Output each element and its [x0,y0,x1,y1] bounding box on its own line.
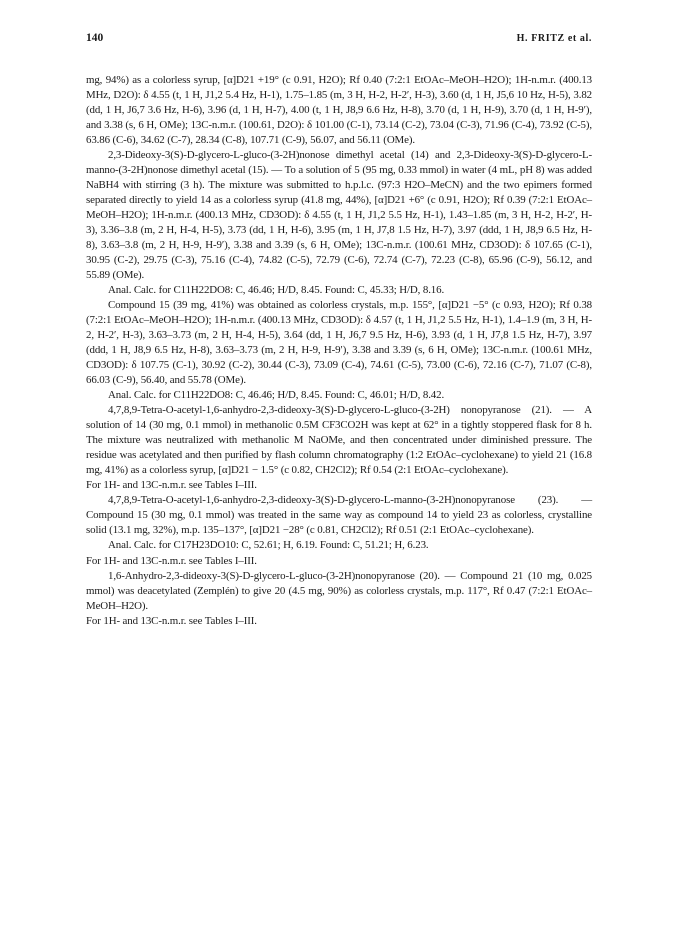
paragraph-anal-14: Anal. Calc. for C11H22DO8: C, 46.46; H/D, 8.45. Found: C, 45.33; H/D, 8.16. [108,284,445,297]
running-header [86,32,592,54]
paragraph-compound-23: 4,7,8,9-Tetra-O-acetyl-1,6-anhydro-2,3-dideoxy-3(S)-D-glycero-L-manno-(3-2H)nonopyranose (23). — Compound 15 (30 mg, 0.1 mmol) was treated in the same way as compound 14 to yield 23 as colorless, crystalline solid (13.1 mg, 32%), m.p. 135–137°, [α]D21 −28° (c 0.81, CH2Cl2); Rf 0.51 (2:1 EtOAc–cyclohexane). [86,494,592,537]
paragraph-nmr-ref-20: For 1H- and 13C-n.m.r. see Tables I–III. [86,614,257,627]
journal-page [86,32,592,629]
paragraph-anal-23: Anal. Calc. for C17H23DO10: C, 52.61; H, 6.19. Found: C, 51.21; H, 6.23. [108,539,429,552]
paragraph-nmr-ref-23: For 1H- and 13C-n.m.r. see Tables I–III. [86,554,257,567]
running-head-authors: H. FRITZ et al. [516,33,592,44]
paragraph-compound-21: 4,7,8,9-Tetra-O-acetyl-1,6-anhydro-2,3-dideoxy-3(S)-D-glycero-L-gluco-(3-2H) nonopyranose (21). — A solution of 14 (30 mg, 0.1 mmol) in methanolic 0.5M CF3CO2H was kept at 62° in a tightly stoppered flask for 8 h. The mixture was neutralized with methanolic M NaOMe, and then concentrated under diminished pressure. The residue was acetylated and then purified by flash column chromatography (1:2 EtOAc–cyclohexane) to yield 21 (16.8 mg, 41%) as a colorless syrup, [α]D21 − 1.5° (c 0.82, CH2Cl2); Rf 0.54 (2:1 EtOAc–cyclohexane). [86,404,592,477]
paragraph-compound-15: Compound 15 (39 mg, 41%) was obtained as colorless crystals, m.p. 155°, [α]D21 −5° (c 0.93, H2O); Rf 0.38 (7:2:1 EtOAc–MeOH–H2O); 1H-n.m.r. (400.13 MHz, CD3OD): δ 4.57 (t, 1 H, J1,2 5.5 Hz, H-1), 1.4–1.9 (m, 3 H, H-2, H-2′, H-3), 3.63–3.73 (m, 2 H, H-4, H-5), 3.64 (dd, 1 H, J6,7 9.5 Hz, H-6), 3.93 (d, 1 H, J7,8 1.5 Hz, H-7), 3.97 (ddd, 1 H, J8,9 6.5 Hz, H-8), 3.63–3.73 (m, 2 H, H-9, H-9′), 3.38 and 3.39 (s, 6 H, OMe); 13C-n.m.r. (100.61 MHz, CD3OD): δ 107.75 (C-1), 30.92 (C-2), 30.44 (C-3), 73.09 (C-4), 74.61 (C-5), 73.00 (C-6), 72.16 (C-7), 71.07 (C-8), 66.03 (C-9), 56.40, and 55.78 (OMe). [86,299,592,387]
page-number: 140 [86,32,104,44]
paragraph-anal-15: Anal. Calc. for C11H22DO8: C, 46.46; H/D, 8.45. Found: C, 46.01; H/D, 8.42. [108,389,445,402]
article-body [86,73,592,629]
paragraph-14-data-continued: mg, 94%) as a colorless syrup, [α]D21 +19° (c 0.91, H2O); Rf 0.40 (7:2:1 EtOAc–MeOH–H2O); 1H-n.m.r. (400.13 MHz, D2O): δ 4.55 (t, 1 H, J1,2 5.4 Hz, H-1), 1.75–1.85 (m, 3 H, H-2, H-2′, H-3), 3.60 (d, 1 H, J5,6 10 Hz, H-5), 3.82 (dd, 1 H, J6,7 3.6 Hz, H-6), 3.96 (d, 1 H, H-7), 4.00 (t, 1 H, J8,9 6.6 Hz, H-8), 3.70 (d, 1 H, H-9), 3.70 (d, 1 H, H-9′), and 3.38 (s, 6 H, OMe); 13C-n.m.r. (100.61, D2O): δ 101.00 (C-1), 73.14 (C-2), 73.04 (C-3), 71.96 (C-4), 73.92 (C-5), 63.86 (C-6), 34.62 (C-7), 28.34 (C-8), 107.71 (C-9), 56.07, and 56.11 (OMe). [86,74,592,147]
paragraph-compound-20: 1,6-Anhydro-2,3-dideoxy-3(S)-D-glycero-L-gluco-(3-2H)nonopyranose (20). — Compound 21 (10 mg, 0.025 mmol) was deacetylated (Zemplén) to give 20 (4.5 mg, 90%) as colorless crystals, m.p. 117°, Rf 0.47 (7:2:1 EtOAc–MeOH–H2O). [86,569,592,612]
paragraph-nmr-ref-21: For 1H- and 13C-n.m.r. see Tables I–III. [86,479,257,492]
paragraph-compounds-14-15: 2,3-Dideoxy-3(S)-D-glycero-L-gluco-(3-2H)nonose dimethyl acetal (14) and 2,3-Dideoxy-3(S)-D-glycero-L-manno-(3-2H)nonose dimethyl acetal (15). — To a solution of 5 (95 mg, 0.33 mmol) in water (4 mL, pH 8) was added NaBH4 with stirring (3 h). The mixture was submitted to h.p.l.c. (97:3 H2O–MeCN) and the two epimers formed separated directly to yield 14 as a colorless syrup (41.8 mg, 44%), [α]D21 +6° (c 0.91, H2O); Rf 0.39 (7:2:1 EtOAc–MeOH–H2O); 1H-n.m.r. (400.13 MHz, CD3OD): δ 4.55 (t, 1 H, J1,2 5.5 Hz, H-1), 1.43–1.85 (m, 3 H, H-2, H-2′, H-3), 3.36–3.8 (m, 2 H, H-4, H-5), 3.73 (dd, 1 H, H-6), 3.95 (m, 1 H, J7,8 1.5 Hz, H-7), 3.97 (ddd, 1 H, J8,9 6.5 Hz, H-8), 3.63–3.8 (m, 2 H, H-9, H-9′), 3.38 and 3.39 (s, 6 H, OMe); 13C-n.m.r. (100.61 MHz, CD3OD): δ 107.65 (C-1), 30.95 (C-2), 29.75 (C-3), 75.16 (C-4), 74.82 (C-5), 72.79 (C-6), 72.74 (C-7), 72.23 (C-8), 65.96 (C-9), 56.12, and 55.89 (OMe). [86,149,592,282]
